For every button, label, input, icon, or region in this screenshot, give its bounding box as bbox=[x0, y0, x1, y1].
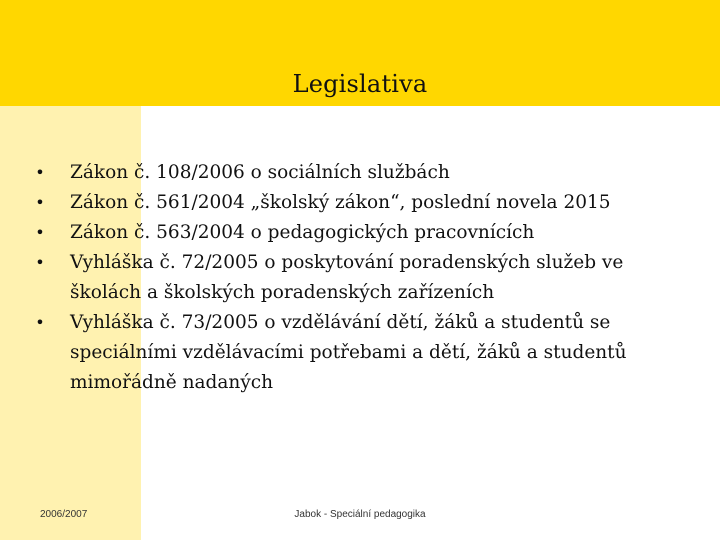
bullet-text: Zákon č. 563/2004 o pedagogických pracovnících bbox=[70, 222, 535, 243]
bullet-item bbox=[30, 158, 690, 188]
bullet-text: Vyhláška č. 73/2005 o vzdělávání dětí, žáků a studentů se speciálními vzdělávacími potřebami a dětí, žáků a studentů mimořádně nadaných bbox=[70, 312, 627, 393]
bullet-text: Vyhláška č. 72/2005 o poskytování poradenských služeb ve školách a školských poradenských zařízeních bbox=[70, 252, 624, 303]
bullet-icon: • bbox=[35, 223, 45, 242]
bullet-item bbox=[30, 308, 690, 398]
bullet-text: Zákon č. 561/2004 „školský zákon“, poslední novela 2015 bbox=[70, 192, 611, 213]
slide-title: Legislativa bbox=[292, 70, 428, 98]
bullet-item bbox=[30, 188, 690, 218]
bullet-item bbox=[30, 248, 690, 308]
footer-date: 2006/2007 bbox=[40, 509, 88, 520]
footer-title: Jabok - Speciální pedagogika bbox=[294, 509, 426, 520]
bullet-list bbox=[30, 158, 690, 398]
bullet-icon: • bbox=[35, 193, 45, 212]
bullet-text: Zákon č. 108/2006 o sociálních službách bbox=[70, 162, 450, 183]
bullet-icon: • bbox=[35, 163, 45, 182]
bullet-icon: • bbox=[35, 253, 45, 272]
bullet-icon: • bbox=[35, 313, 45, 332]
bullet-item bbox=[30, 218, 690, 248]
